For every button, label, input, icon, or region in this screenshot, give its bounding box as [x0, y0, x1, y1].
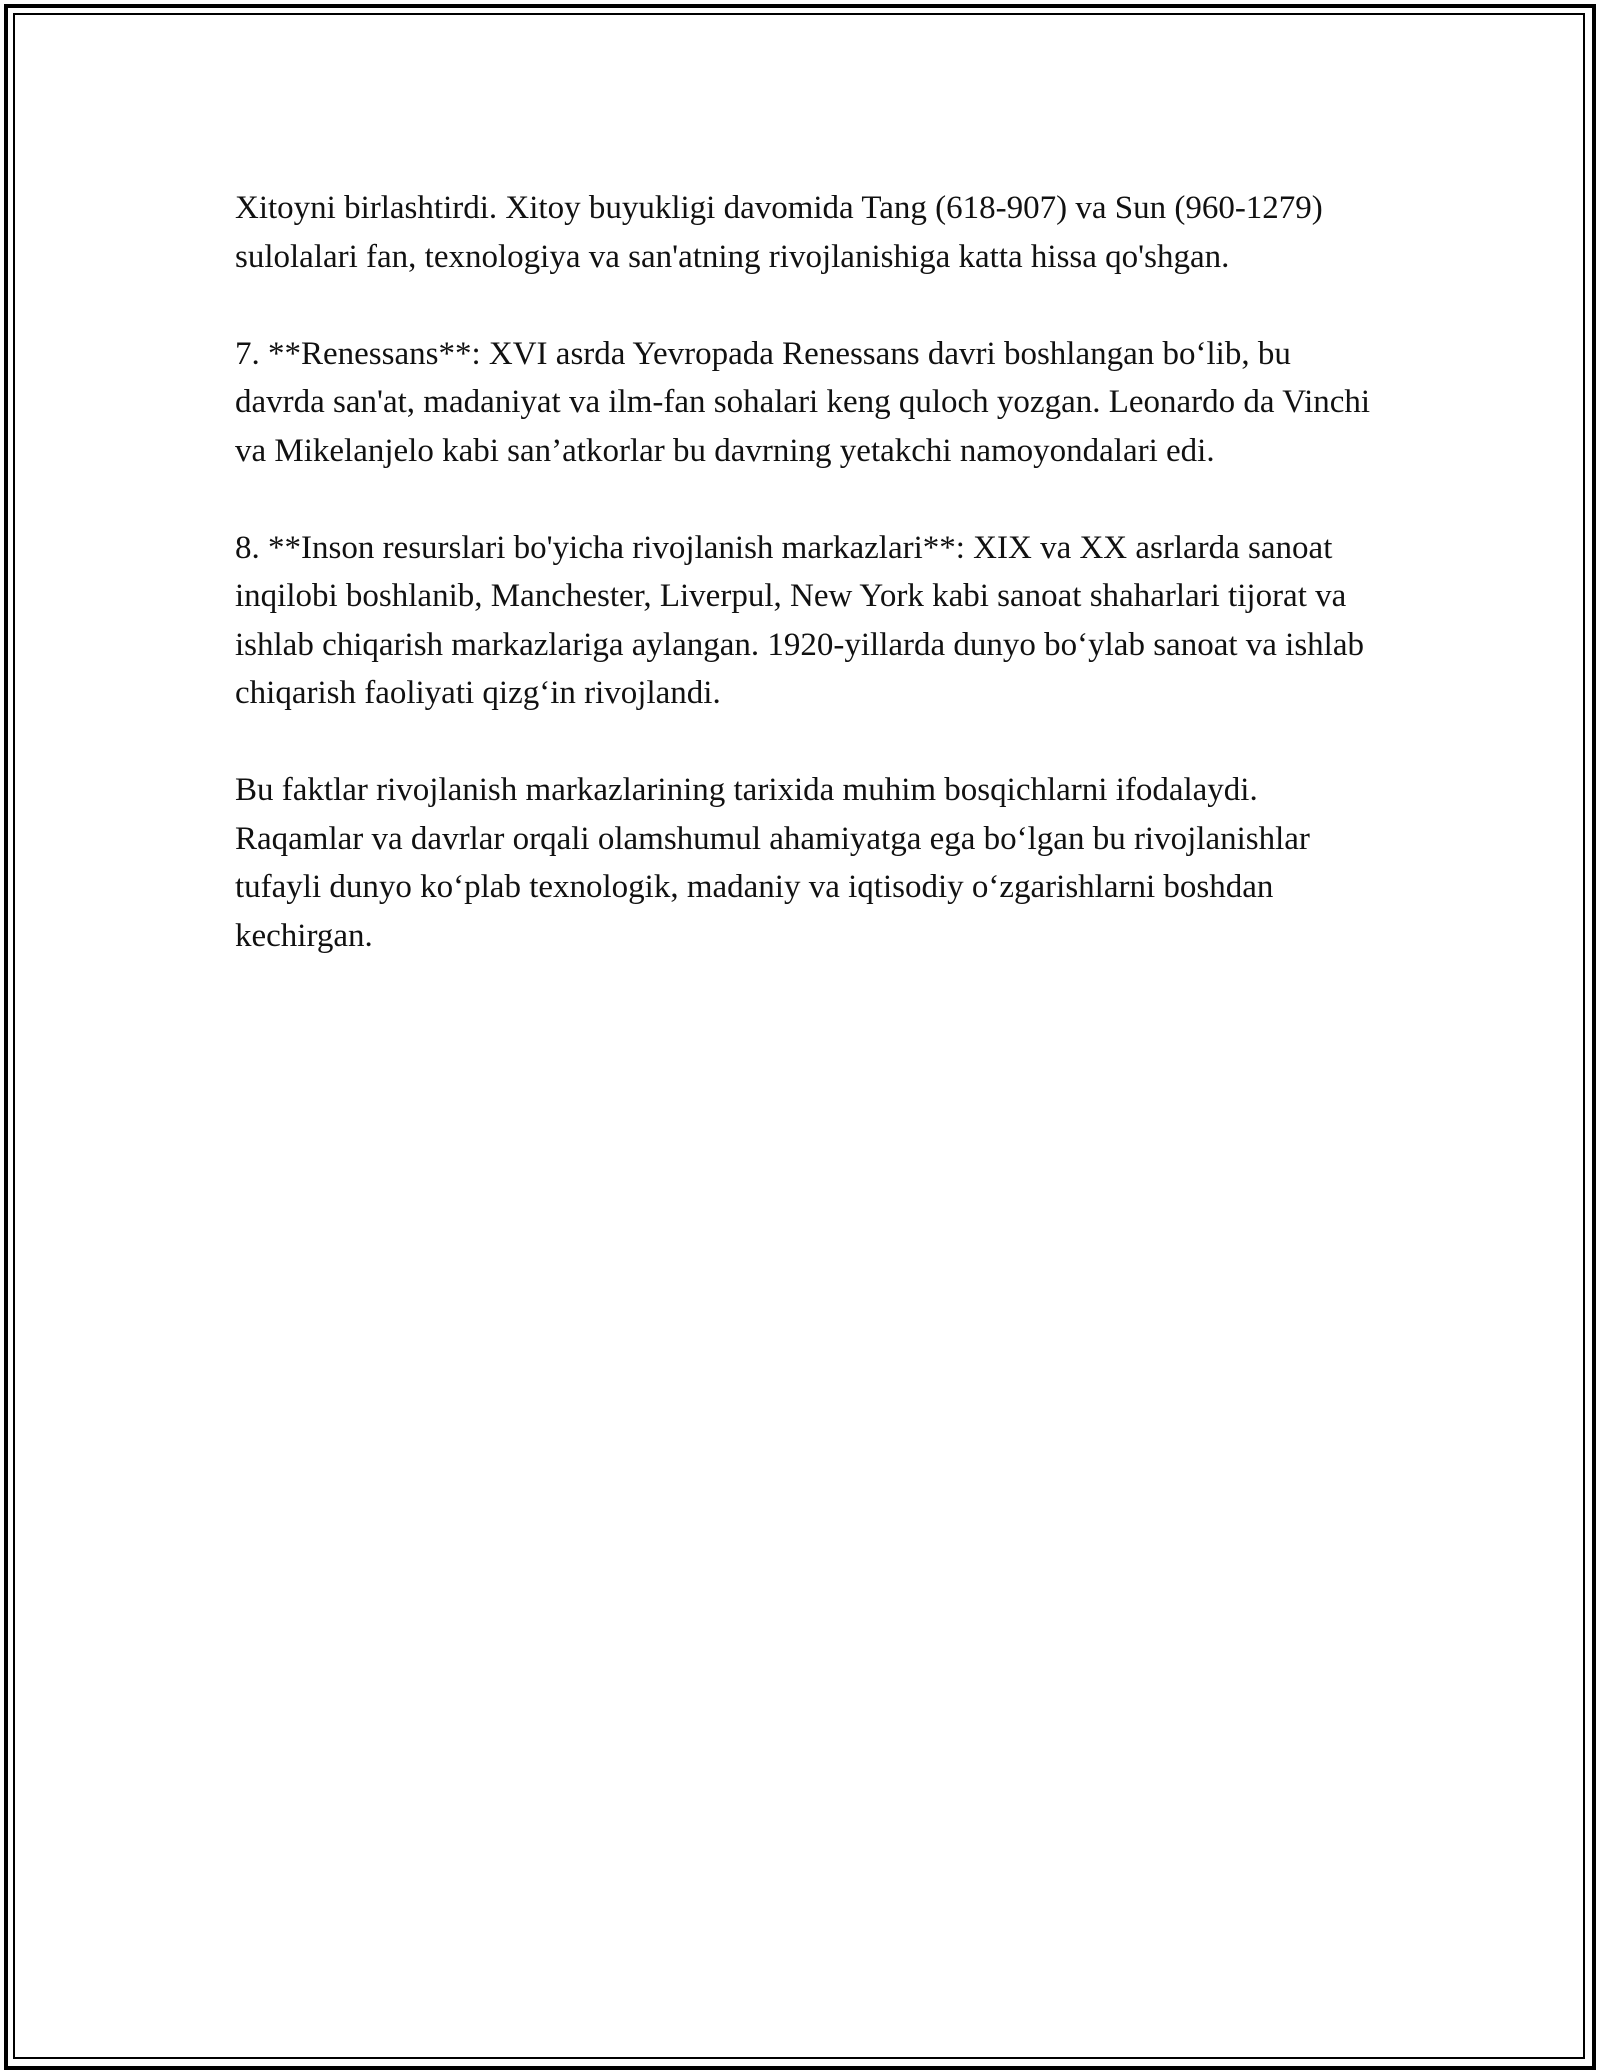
paragraph-inson-resurslari: 8. **Inson resurslari bo'yicha rivojlanish markazlari**: XIX va XX asrlarda sanoat inqilobi boshlanib, Manchester, Liverpul, New York kabi sanoat shaharlari tijorat va ishlab chiqarish markazlariga aylangan. 1920-yillarda dunyo bo‘ylab sanoat va ishlab chiqarish faoliyati qizg‘in rivojlandi. [235, 529, 1364, 711]
paragraph-conclusion: Bu faktlar rivojlanish markazlarining tarixida muhim bosqichlarni ifodalaydi. Raqamlar va davrlar orqali olamshumul ahamiyatga ega bo‘lgan bu rivojlanishlar tufayli dunyo ko‘plab texnologik, madaniy va iqtisodiy o‘zgarishlarni boshdan kechirgan. [235, 772, 1310, 954]
paragraph-renessans: 7. **Renessans**: XVI asrda Yevropada Renessans davri boshlangan bo‘lib, bu davrda san'at, madaniyat va ilm-fan sohalari keng quloch yozgan. Leonardo da Vinchi va Mikelanjelo kabi san’atkorlar bu davrning yetakchi namoyondalari edi. [235, 335, 1371, 469]
document-body [235, 184, 1375, 1009]
paragraph-xitoy: Xitoyni birlashtirdi. Xitoy buyukligi davomida Tang (618-907) va Sun (960-1279) sulolalari fan, texnologiya va san'atning rivojlanishiga katta hissa qo'shgan. [235, 190, 1323, 275]
